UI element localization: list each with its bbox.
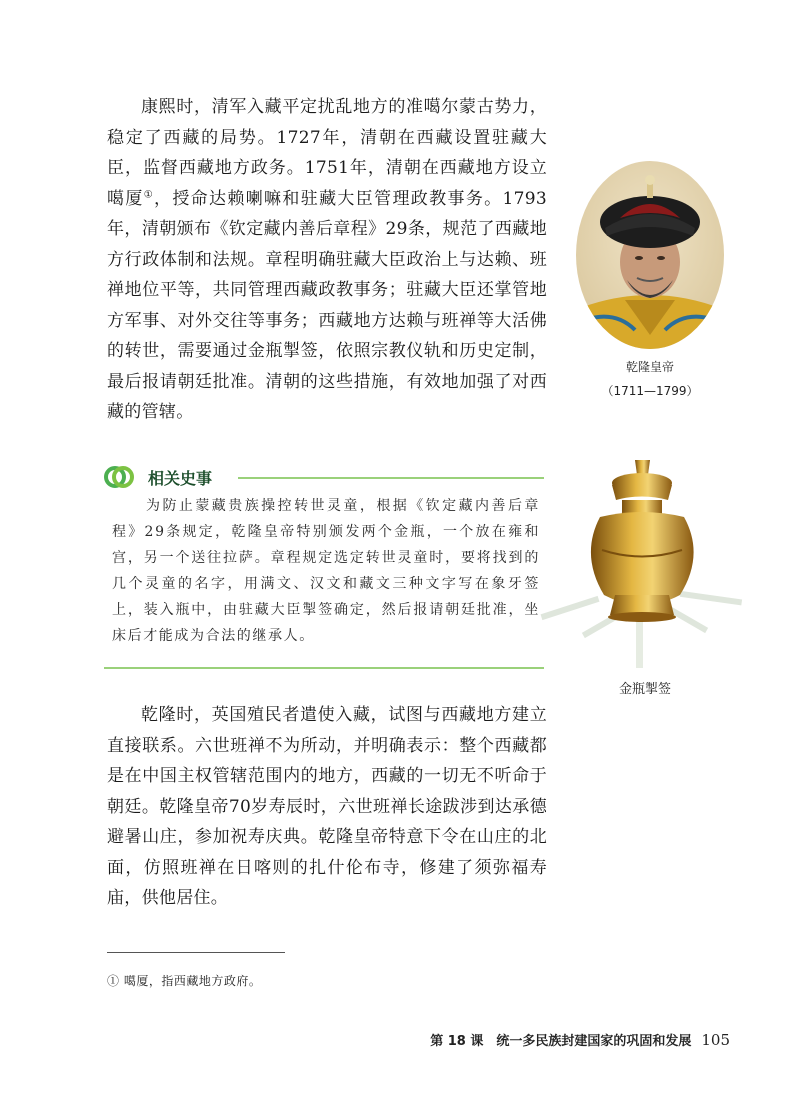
golden-urn-image	[540, 455, 745, 670]
page-footer	[430, 1030, 730, 1049]
footnote-marker[interactable]: ①	[143, 188, 154, 200]
box-divider-top	[238, 477, 544, 479]
urn-caption: 金瓶掣签	[618, 682, 671, 697]
main-paragraph-2: 乾隆时，英国殖民者遣使入藏，试图与西藏地方建立直接联系。六世班禅不为所动，并明确表示：整个西藏都是在中国主权管辖范围内的地方，西藏的一切无不听命于朝廷。乾隆皇帝70岁寿辰时，六世班禅长途跋涉到达承德避暑山庄，参加祝寿庆典。乾隆皇帝特意下令在山庄的北面，仿照班禅在日喀则的扎什伦布寺，修建了须弥福寿庙，供他居住。	[107, 705, 547, 908]
related-history-text: 为防止蒙藏贵族操控转世灵童，根据《钦定藏内善后章程》29条规定，乾隆皇帝特别颁发两个金瓶，一个放在雍和宫，另一个送往拉萨。章程规定选定转世灵童时，要将找到的几个灵童的名字，用满文、汉文和藏文三种文字写在象牙签上，装入瓶中，由驻藏大臣掣签确定，然后报请朝廷批准，坐床后才能成为合法的继承人。	[112, 498, 540, 644]
page-number: 105	[701, 1031, 730, 1049]
qianlong-portrait-image	[575, 160, 725, 350]
lesson-title: 第 18 课 统一多民族封建国家的巩固和发展	[430, 1034, 692, 1049]
related-history-icon	[104, 462, 134, 492]
related-history-title: 相关史事	[148, 469, 213, 488]
footnote-text: ① 噶厦，指西藏地方政府。	[107, 974, 262, 988]
paragraph-text: 康熙时，清军入藏平定扰乱地方的准噶尔蒙古势力，稳定了西藏的局势。1727年，清朝在西藏设置驻藏大臣，监督西藏地方政务。1751年，清朝在西藏地方设立噶厦	[107, 97, 547, 209]
portrait-years: （1711—1799）	[601, 384, 699, 398]
main-paragraph-1	[107, 92, 547, 428]
paragraph-text: ，授命达赖喇嘛和驻藏大臣管理政教事务。1793年，清朝颁布《钦定藏内善后章程》29条，规范了西藏地方行政体制和法规。章程明确驻藏大臣政治上与达赖、班禅地位平等，共同管理西藏政教事务；驻藏大臣还掌管地方军事、对外交往等事务；西藏地方达赖与班禅等大活佛的转世，需要通过金瓶掣签，依照宗教仪轨和历史定制，最后报请朝廷批准。清朝的这些措施，有效地加强了对西藏的管辖。	[107, 188, 547, 422]
portrait-caption: 乾隆皇帝	[625, 360, 674, 374]
footnote-rule	[107, 952, 285, 953]
box-divider-bottom	[104, 667, 544, 669]
